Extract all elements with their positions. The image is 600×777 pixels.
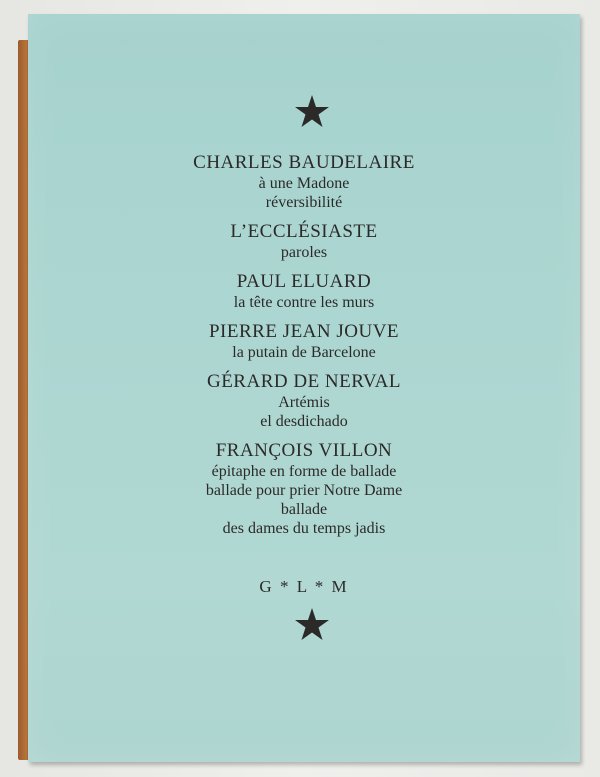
contents-list: [28, 152, 580, 547]
entry-villon: [28, 440, 580, 538]
author-name: PIERRE JEAN JOUVE: [208, 321, 400, 342]
work-title: el desdichado: [260, 413, 348, 430]
work-title: à une Madone: [258, 175, 350, 192]
author-name: L’ECCLÉSIASTE: [230, 221, 378, 242]
entry-eluard: [28, 271, 580, 312]
author-name: GÉRARD DE NERVAL: [206, 371, 402, 392]
author-name: PAUL ELUARD: [236, 271, 372, 292]
work-title: ballade: [280, 501, 328, 518]
author-name: CHARLES BAUDELAIRE: [193, 152, 415, 173]
work-title: épitaphe en forme de ballade: [211, 463, 397, 480]
work-title: ballade pour prier Notre Dame: [205, 482, 403, 499]
star-icon: [295, 95, 329, 127]
book-cover: [28, 14, 580, 762]
work-title: des dames du temps jadis: [222, 520, 386, 537]
entry-baudelaire: [28, 152, 580, 212]
work-title: paroles: [280, 244, 328, 261]
work-title: la tête contre les murs: [233, 294, 375, 311]
entry-ecclesiaste: [28, 221, 580, 262]
author-name: FRANÇOIS VILLON: [215, 440, 393, 461]
work-title: Artémis: [278, 394, 330, 411]
star-icon: [295, 608, 329, 640]
publisher-imprint: G * L * M: [259, 577, 349, 596]
entry-jouve: [28, 321, 580, 362]
work-title: réversibilité: [265, 194, 343, 211]
work-title: la putain de Barcelone: [232, 344, 376, 361]
entry-nerval: [28, 371, 580, 431]
